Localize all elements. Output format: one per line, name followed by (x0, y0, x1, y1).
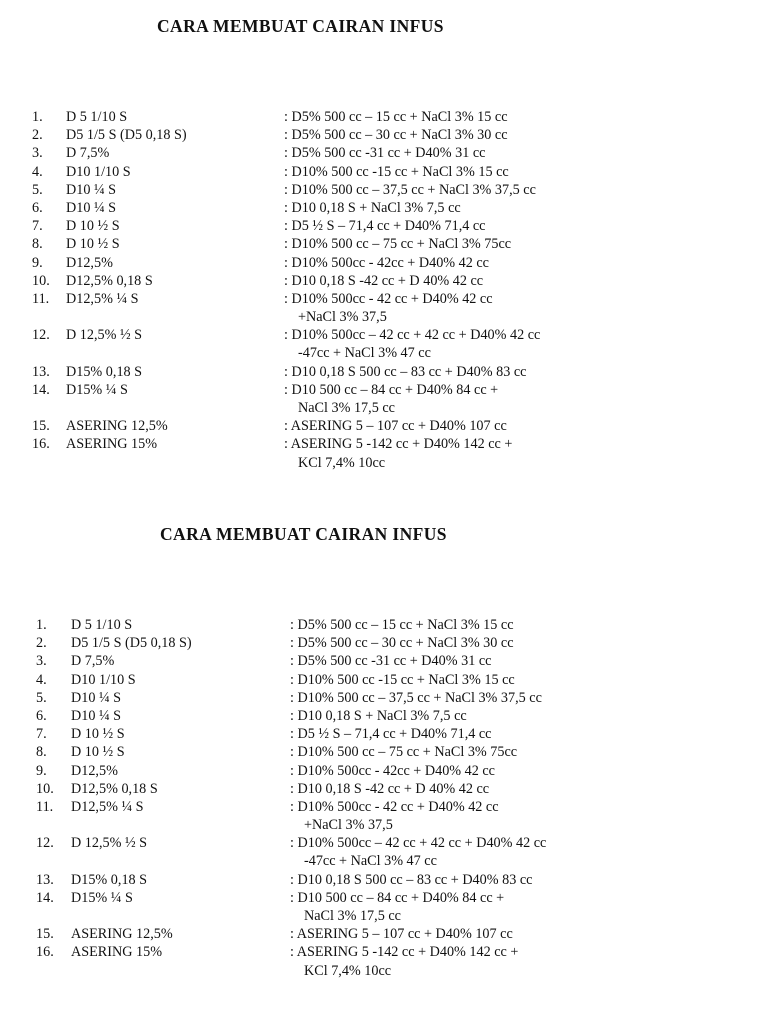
fluid-name: ASERING 12,5% (66, 418, 168, 435)
recipe-line: : D10 0,18 S 500 cc – 83 cc + D40% 83 cc (290, 871, 533, 888)
item-number: 2. (32, 127, 43, 144)
fluid-name: D12,5% (66, 254, 113, 271)
fluid-name: D12,5% ¼ S (66, 290, 139, 307)
list-item (0, 108, 768, 126)
fluid-recipe (284, 435, 754, 471)
fluid-name: ASERING 15% (71, 944, 163, 961)
recipe-line: : D10 0,18 S -42 cc + D 40% 42 cc (284, 272, 484, 289)
fluid-name: D15% ¼ S (66, 381, 128, 398)
fluid-recipe (290, 689, 760, 707)
recipe-line: : D10% 500 cc -15 cc + NaCl 3% 15 cc (284, 163, 509, 180)
item-number: 12. (32, 327, 50, 344)
list-item (0, 199, 768, 217)
fluid-name: D10 ¼ S (66, 199, 117, 216)
fluid-name: D 10 ½ S (71, 726, 125, 743)
fluid-recipe (290, 943, 760, 979)
fluid-name: D 10 ½ S (71, 744, 125, 761)
list-item (0, 743, 768, 761)
fluid-recipe (284, 235, 754, 253)
item-number: 11. (32, 290, 50, 307)
fluid-name: D 10 ½ S (66, 236, 120, 253)
list-item (0, 217, 768, 235)
fluid-name: ASERING 15% (66, 436, 158, 453)
list-item (0, 707, 768, 725)
recipe-line: : ASERING 5 – 107 cc + D40% 107 cc (290, 926, 513, 943)
fluid-recipe (290, 798, 760, 834)
recipe-line: : D5% 500 cc – 15 cc + NaCl 3% 15 cc (284, 109, 508, 125)
fluid-recipe (290, 743, 760, 761)
fluid-name: D12,5% 0,18 S (71, 780, 158, 797)
fluid-recipe (284, 272, 754, 290)
item-number: 16. (36, 944, 54, 961)
recipe-line: : D10% 500cc – 42 cc + 42 cc + D40% 42 cc (290, 835, 547, 852)
fluid-name: D10 1/10 S (71, 671, 136, 688)
list-item (0, 435, 768, 471)
list-item (0, 235, 768, 253)
fluid-recipe (284, 126, 754, 144)
fluid-recipe (290, 707, 760, 725)
recipe-line: : D10% 500cc - 42cc + D40% 42 cc (284, 254, 489, 271)
fluid-recipe (290, 871, 760, 889)
item-number: 10. (32, 272, 50, 289)
item-number: 9. (32, 254, 43, 271)
fluid-name: D 12,5% ½ S (66, 327, 143, 344)
list-item (0, 689, 768, 707)
fluid-name: D15% ¼ S (71, 889, 133, 906)
fluid-recipe (290, 780, 760, 798)
fluid-recipe (290, 834, 760, 870)
list-item (0, 126, 768, 144)
item-number: 12. (36, 835, 54, 852)
fluid-recipe (284, 326, 754, 362)
list-item (0, 290, 768, 326)
list-item (0, 381, 768, 417)
fluid-name: D10 ¼ S (71, 689, 122, 706)
list-item (0, 762, 768, 780)
recipe-continuation-line: NaCl 3% 17,5 cc (298, 400, 395, 417)
item-number: 5. (36, 689, 47, 706)
recipe-line: : D10% 500 cc -15 cc + NaCl 3% 15 cc (290, 671, 515, 688)
recipe-line: : D10% 500cc - 42cc + D40% 42 cc (290, 762, 495, 779)
list-item (0, 725, 768, 743)
fluid-name: D 10 ½ S (66, 218, 120, 235)
recipe-continuation-line: -47cc + NaCl 3% 47 cc (298, 345, 431, 362)
list-item (0, 326, 768, 362)
item-number: 2. (36, 635, 47, 652)
recipe-line: : D10% 500cc – 42 cc + 42 cc + D40% 42 cc (284, 327, 541, 344)
item-number: 3. (36, 653, 47, 670)
fluid-recipe (290, 762, 760, 780)
fluid-name: D 7,5% (66, 145, 110, 162)
fluid-name: D10 ¼ S (71, 707, 122, 724)
list-item (0, 417, 768, 435)
item-number: 4. (32, 163, 43, 180)
recipe-line: : D10% 500 cc – 75 cc + NaCl 3% 75cc (290, 744, 518, 761)
fluid-recipe (290, 889, 760, 925)
fluid-name: D12,5% 0,18 S (66, 272, 153, 289)
list-item (0, 798, 768, 834)
item-number: 14. (32, 381, 50, 398)
item-number: 13. (36, 871, 54, 888)
item-number: 8. (36, 744, 47, 761)
item-number: 1. (36, 617, 47, 633)
fluid-recipe (284, 163, 754, 181)
item-number: 3. (32, 145, 43, 162)
list-item (0, 254, 768, 272)
section-title: CARA MEMBUAT CAIRAN INFUS (157, 16, 444, 36)
item-number: 14. (36, 889, 54, 906)
fluid-name: D12,5% (71, 762, 118, 779)
section-title: CARA MEMBUAT CAIRAN INFUS (160, 524, 447, 544)
recipe-continuation-line: +NaCl 3% 37,5 (304, 817, 393, 834)
fluid-recipe (284, 144, 754, 162)
fluid-name: D10 ¼ S (66, 181, 117, 198)
recipe-list (0, 616, 768, 980)
fluid-recipe (284, 217, 754, 235)
fluid-name: D15% 0,18 S (66, 363, 143, 380)
recipe-line: : D10% 500 cc – 37,5 cc + NaCl 3% 37,5 cc (290, 689, 542, 706)
item-number: 15. (32, 418, 50, 435)
recipe-line: : D10% 500cc - 42 cc + D40% 42 cc (284, 290, 493, 307)
fluid-recipe (290, 634, 760, 652)
list-item (0, 634, 768, 652)
fluid-recipe (284, 199, 754, 217)
recipe-continuation-line: NaCl 3% 17,5 cc (304, 908, 401, 925)
item-number: 9. (36, 762, 47, 779)
item-number: 13. (32, 363, 50, 380)
list-item (0, 181, 768, 199)
list-item (0, 871, 768, 889)
item-number: 7. (36, 726, 47, 743)
item-number: 6. (32, 199, 43, 216)
recipe-line: : D10 500 cc – 84 cc + D40% 84 cc + (284, 381, 499, 398)
recipe-line: : D10% 500cc - 42 cc + D40% 42 cc (290, 798, 499, 815)
fluid-recipe (284, 363, 754, 381)
recipe-list (0, 108, 768, 472)
fluid-recipe (290, 725, 760, 743)
fluid-name: D12,5% ¼ S (71, 798, 144, 815)
fluid-recipe (284, 254, 754, 272)
recipe-continuation-line: +NaCl 3% 37,5 (298, 309, 387, 326)
list-item (0, 889, 768, 925)
fluid-recipe (290, 671, 760, 689)
recipe-line: : D5% 500 cc – 30 cc + NaCl 3% 30 cc (290, 635, 514, 652)
list-item (0, 652, 768, 670)
recipe-line: : D10% 500 cc – 75 cc + NaCl 3% 75cc (284, 236, 512, 253)
recipe-line: : D10 500 cc – 84 cc + D40% 84 cc + (290, 889, 505, 906)
fluid-name: D10 1/10 S (66, 163, 131, 180)
fluid-recipe (284, 108, 754, 126)
list-item (0, 943, 768, 979)
fluid-name: D 7,5% (71, 653, 115, 670)
list-item (0, 363, 768, 381)
list-item (0, 144, 768, 162)
recipe-line: : D5% 500 cc -31 cc + D40% 31 cc (284, 145, 486, 162)
recipe-line: : D10% 500 cc – 37,5 cc + NaCl 3% 37,5 cc (284, 181, 536, 198)
item-number: 1. (32, 109, 43, 125)
item-number: 10. (36, 780, 54, 797)
fluid-name: D 5 1/10 S (71, 617, 133, 633)
fluid-recipe (290, 652, 760, 670)
item-number: 8. (32, 236, 43, 253)
fluid-name: ASERING 12,5% (71, 926, 173, 943)
item-number: 5. (32, 181, 43, 198)
recipe-line: : ASERING 5 – 107 cc + D40% 107 cc (284, 418, 507, 435)
fluid-name: D5 1/5 S (D5 0,18 S) (66, 127, 187, 144)
recipe-line: : D5% 500 cc -31 cc + D40% 31 cc (290, 653, 492, 670)
recipe-continuation-line: KCl 7,4% 10cc (298, 454, 386, 471)
item-number: 6. (36, 707, 47, 724)
recipe-continuation-line: KCl 7,4% 10cc (304, 962, 392, 979)
item-number: 16. (32, 436, 50, 453)
fluid-recipe (284, 381, 754, 417)
recipe-continuation-line: -47cc + NaCl 3% 47 cc (304, 853, 437, 870)
list-item (0, 925, 768, 943)
list-item (0, 834, 768, 870)
recipe-line: : ASERING 5 -142 cc + D40% 142 cc + (284, 436, 513, 453)
fluid-recipe (290, 925, 760, 943)
list-item (0, 616, 768, 634)
item-number: 7. (32, 218, 43, 235)
list-item (0, 272, 768, 290)
fluid-recipe (284, 181, 754, 199)
fluid-name: D5 1/5 S (D5 0,18 S) (71, 635, 192, 652)
recipe-line: : D5% 500 cc – 15 cc + NaCl 3% 15 cc (290, 617, 514, 633)
list-item (0, 780, 768, 798)
recipe-line: : ASERING 5 -142 cc + D40% 142 cc + (290, 944, 519, 961)
recipe-line: : D5 ½ S – 71,4 cc + D40% 71,4 cc (284, 218, 486, 235)
fluid-name: D 5 1/10 S (66, 109, 128, 125)
recipe-line: : D10 0,18 S + NaCl 3% 7,5 cc (284, 199, 461, 216)
recipe-line: : D5% 500 cc – 30 cc + NaCl 3% 30 cc (284, 127, 508, 144)
fluid-name: D15% 0,18 S (71, 871, 148, 888)
item-number: 11. (36, 798, 54, 815)
list-item (0, 671, 768, 689)
item-number: 15. (36, 926, 54, 943)
item-number: 4. (36, 671, 47, 688)
list-item (0, 163, 768, 181)
recipe-line: : D10 0,18 S + NaCl 3% 7,5 cc (290, 707, 467, 724)
recipe-line: : D10 0,18 S 500 cc – 83 cc + D40% 83 cc (284, 363, 527, 380)
fluid-recipe (284, 290, 754, 326)
fluid-recipe (290, 616, 760, 634)
fluid-name: D 12,5% ½ S (71, 835, 148, 852)
fluid-recipe (284, 417, 754, 435)
recipe-line: : D10 0,18 S -42 cc + D 40% 42 cc (290, 780, 490, 797)
recipe-line: : D5 ½ S – 71,4 cc + D40% 71,4 cc (290, 726, 492, 743)
